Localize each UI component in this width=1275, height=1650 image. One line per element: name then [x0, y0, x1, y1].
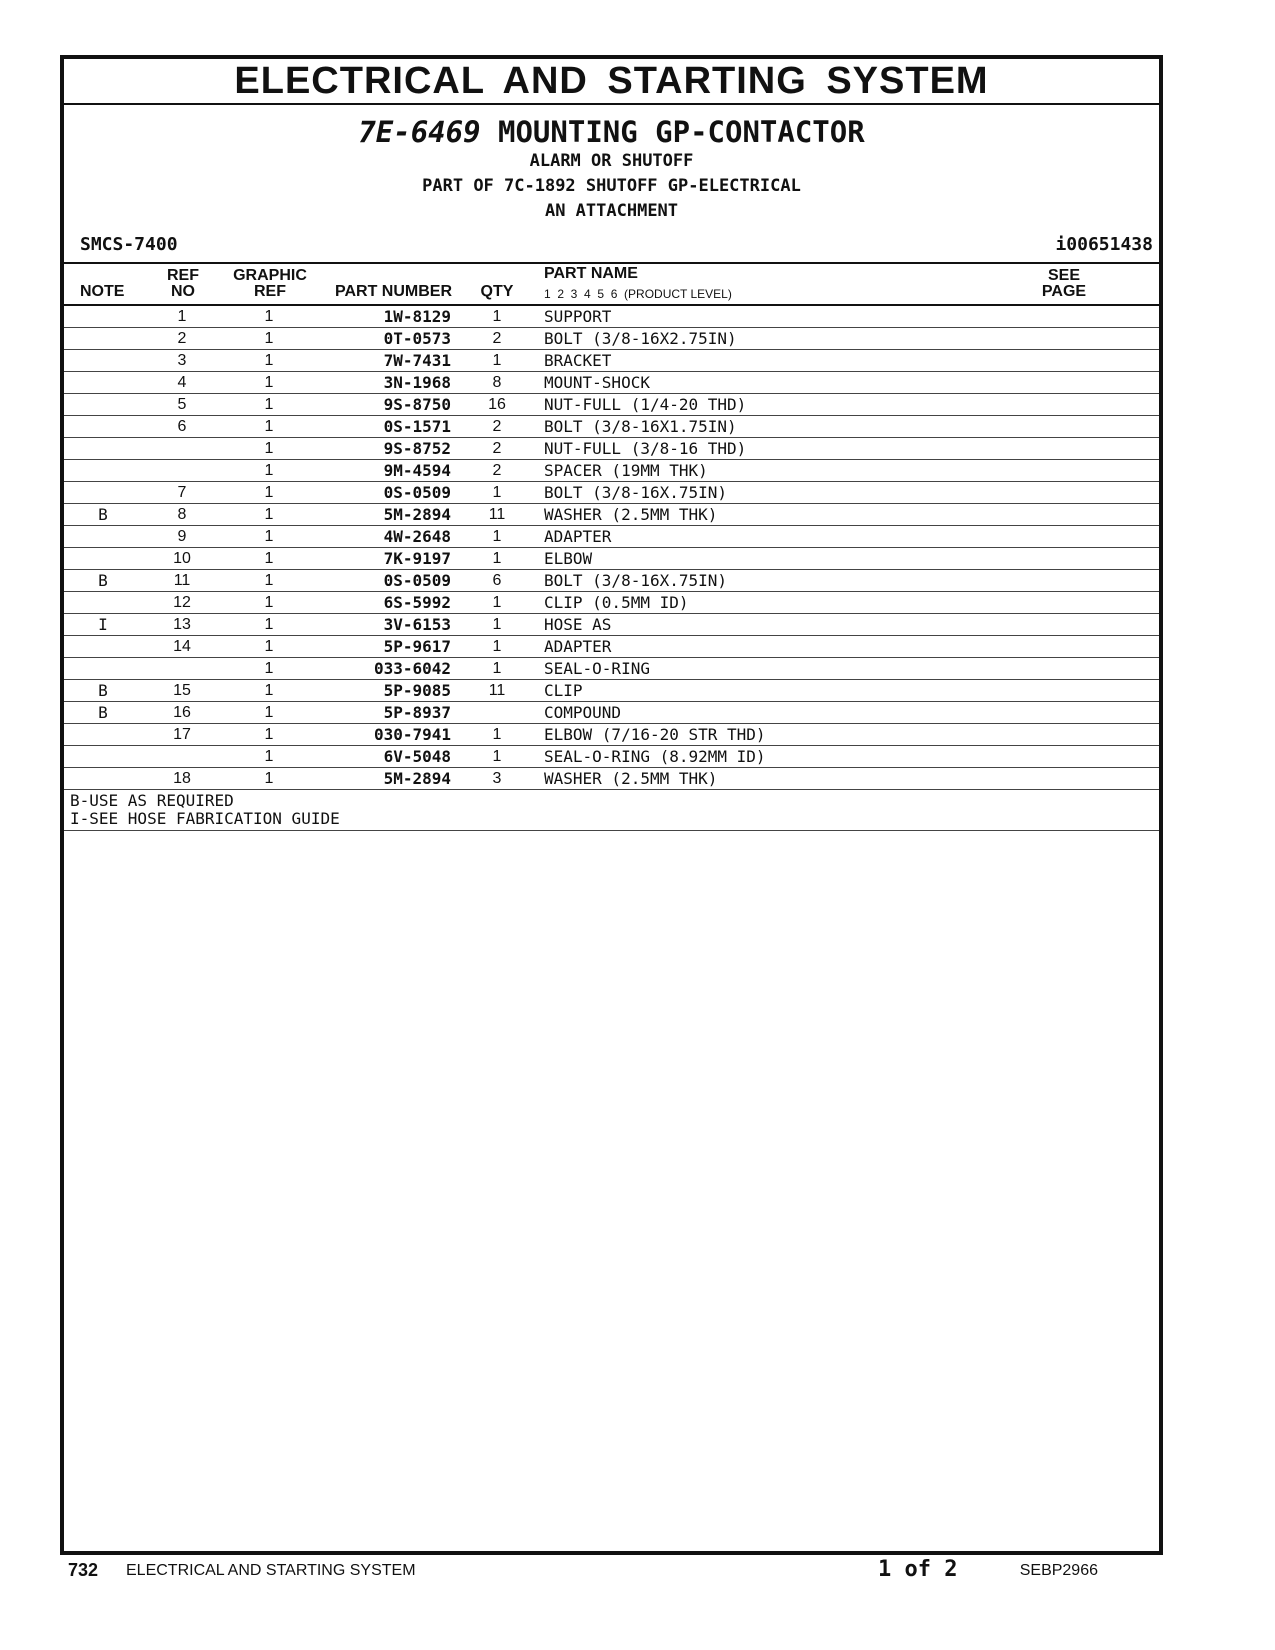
ref-no-cell: 12 — [173, 594, 191, 611]
part-number-cell: 033-6042 — [373, 659, 451, 678]
part-number-cell: 1W-8129 — [383, 307, 451, 326]
table-row — [64, 438, 1159, 460]
table-row — [64, 614, 1159, 636]
group-part-number: 7E-6469 — [358, 115, 481, 149]
qty-cell: 11 — [488, 506, 506, 523]
part-number-cell: 5P-9085 — [383, 681, 451, 700]
graphic-ref-cell: 1 — [264, 770, 274, 787]
page-number: 732 — [68, 1560, 99, 1580]
qty-cell: 1 — [492, 638, 502, 655]
part-number-cell: 5M-2894 — [383, 505, 451, 524]
table-row — [64, 592, 1159, 614]
part-name-cell: SEAL-O-RING (8.92MM ID) — [544, 747, 766, 766]
part-number-cell: 0S-0509 — [383, 483, 451, 502]
part-number-cell: 9M-4594 — [383, 461, 451, 480]
ref-no-cell: 5 — [177, 396, 187, 413]
subtitle-2: PART OF 7C-1892 SHUTOFF GP-ELECTRICAL — [422, 176, 801, 196]
part-number-cell: 4W-2648 — [383, 527, 451, 546]
qty-cell: 2 — [492, 330, 502, 347]
part-number-cell: 5M-2894 — [383, 769, 451, 788]
part-number-cell: 5P-8937 — [383, 703, 451, 722]
ref-no-cell: 6 — [177, 418, 187, 435]
table-row — [64, 372, 1159, 394]
subtitle-3: AN ATTACHMENT — [544, 201, 679, 221]
part-name-cell: HOSE AS — [544, 615, 612, 634]
note-cell: B — [98, 571, 108, 590]
ref-no-cell: 16 — [173, 704, 191, 721]
ref-no-cell: 13 — [173, 616, 191, 633]
part-name-cell: CLIP (0.5MM ID) — [544, 593, 689, 612]
part-name-cell: BOLT (3/8-16X.75IN) — [544, 483, 728, 502]
part-name-cell: WASHER (2.5MM THK) — [544, 505, 718, 524]
graphic-ref-cell: 1 — [264, 440, 274, 457]
part-name-cell: CLIP — [544, 681, 583, 700]
graphic-ref-cell: 1 — [264, 330, 274, 347]
ref-no-cell: 17 — [173, 726, 191, 743]
table-row — [64, 394, 1159, 416]
part-number-cell: 3V-6153 — [383, 615, 451, 634]
part-name-cell: BOLT (3/8-16X.75IN) — [544, 571, 728, 590]
table-row — [64, 658, 1159, 680]
table-row — [64, 702, 1159, 724]
part-number-cell: 0S-1571 — [383, 417, 451, 436]
note-cell: B — [98, 703, 108, 722]
part-number-cell: 0S-0509 — [383, 571, 451, 590]
note-cell: B — [98, 681, 108, 700]
qty-cell: 16 — [488, 396, 506, 413]
graphic-ref-cell: 1 — [264, 550, 274, 567]
qty-cell: 2 — [492, 440, 502, 457]
part-name-cell: BOLT (3/8-16X2.75IN) — [544, 329, 737, 348]
header-see-page-line1: SEE — [1047, 267, 1080, 284]
part-number-cell: 6V-5048 — [383, 747, 451, 766]
graphic-ref-cell: 1 — [264, 418, 274, 435]
footnote-b: B-USE AS REQUIRED — [70, 791, 234, 810]
table-row — [64, 460, 1159, 482]
graphic-ref-cell: 1 — [264, 396, 274, 413]
page-of: 1 of 2 — [878, 1557, 958, 1582]
ref-no-cell: 7 — [177, 484, 187, 501]
part-name-cell: SEAL-O-RING — [544, 659, 650, 678]
ref-no-cell: 11 — [173, 572, 191, 589]
qty-cell: 1 — [492, 484, 502, 501]
graphic-ref-cell: 1 — [264, 594, 274, 611]
graphic-ref-cell: 1 — [264, 506, 274, 523]
qty-cell: 1 — [492, 308, 502, 325]
graphic-ref-cell: 1 — [264, 308, 274, 325]
graphic-ref-cell: 1 — [264, 748, 274, 765]
ref-no-cell: 1 — [177, 308, 187, 325]
part-name-cell: ADAPTER — [544, 637, 612, 656]
table-row — [64, 504, 1159, 526]
part-number-cell: 9S-8750 — [383, 395, 451, 414]
part-number-cell: 0T-0573 — [383, 329, 451, 348]
part-name-cell: BOLT (3/8-16X1.75IN) — [544, 417, 737, 436]
subtitle-1: ALARM OR SHUTOFF — [529, 151, 694, 171]
qty-cell: 1 — [492, 594, 502, 611]
part-name-cell: ELBOW (7/16-20 STR THD) — [544, 725, 766, 744]
ref-no-cell: 8 — [177, 506, 187, 523]
footer-doc-code: SEBP2966 — [1019, 1562, 1098, 1579]
qty-cell: 8 — [492, 374, 502, 391]
part-number-cell: 7W-7431 — [383, 351, 451, 370]
part-name-cell: SUPPORT — [544, 307, 612, 326]
table-row — [64, 548, 1159, 570]
part-name-cell: NUT-FULL (1/4-20 THD) — [544, 395, 747, 414]
part-number-cell: 7K-9197 — [383, 549, 451, 568]
table-row — [64, 636, 1159, 658]
qty-cell: 3 — [492, 770, 502, 787]
table-row — [64, 416, 1159, 438]
footer-section: ELECTRICAL AND STARTING SYSTEM — [126, 1562, 416, 1579]
part-number-cell: 030-7941 — [373, 725, 451, 744]
qty-cell: 2 — [492, 462, 502, 479]
part-number-cell: 6S-5992 — [383, 593, 451, 612]
section-banner: ELECTRICAL AND STARTING SYSTEM — [64, 59, 1159, 105]
part-number-cell: 5P-9617 — [383, 637, 451, 656]
graphic-ref-cell: 1 — [264, 352, 274, 369]
header-qty: QTY — [480, 283, 514, 300]
graphic-ref-cell: 1 — [264, 484, 274, 501]
table-row — [64, 724, 1159, 746]
qty-cell: 1 — [492, 616, 502, 633]
graphic-ref-cell: 1 — [264, 682, 274, 699]
part-name-cell: WASHER (2.5MM THK) — [544, 769, 718, 788]
smcs-code: SMCS-7400 — [80, 234, 178, 255]
ref-no-cell: 14 — [173, 638, 191, 655]
qty-cell: 11 — [488, 682, 506, 699]
part-name-cell: NUT-FULL (3/8-16 THD) — [544, 439, 747, 458]
ref-no-cell: 4 — [177, 374, 187, 391]
group-name: MOUNTING GP-CONTACTOR — [498, 115, 865, 149]
qty-cell: 1 — [492, 352, 502, 369]
header-ref-no-line1: REF — [167, 267, 199, 284]
parts-page-frame — [60, 55, 1163, 1555]
qty-cell: 1 — [492, 726, 502, 743]
group-title — [64, 115, 1159, 149]
parts-table-body — [64, 306, 1159, 790]
ref-no-cell: 15 — [173, 682, 191, 699]
qty-cell: 1 — [492, 660, 502, 677]
smcs-row — [64, 234, 1159, 264]
footnote-i: I-SEE HOSE FABRICATION GUIDE — [70, 809, 340, 828]
graphic-ref-cell: 1 — [264, 638, 274, 655]
header-part-number: PART NUMBER — [334, 283, 452, 300]
part-name-cell: COMPOUND — [544, 703, 622, 722]
table-row — [64, 526, 1159, 548]
table-row — [64, 746, 1159, 768]
table-header — [64, 264, 1159, 306]
part-number-cell: 9S-8752 — [383, 439, 451, 458]
table-row — [64, 482, 1159, 504]
header-product-level: 1 2 3 4 5 6 (PRODUCT LEVEL) — [544, 287, 732, 301]
note-cell: I — [98, 615, 108, 634]
ref-no-cell: 9 — [177, 528, 187, 545]
graphic-ref-cell: 1 — [264, 616, 274, 633]
part-name-cell: ADAPTER — [544, 527, 612, 546]
header-part-name: PART NAME — [544, 265, 638, 282]
ref-no-cell: 3 — [177, 352, 187, 369]
part-name-cell: MOUNT-SHOCK — [544, 373, 650, 392]
header-graphic-ref-line2: REF — [254, 283, 286, 300]
ref-no-cell: 10 — [173, 550, 191, 567]
header-see-page-line2: PAGE — [1041, 283, 1087, 300]
header-note: NOTE — [80, 283, 125, 300]
table-row — [64, 328, 1159, 350]
graphic-ref-cell: 1 — [264, 462, 274, 479]
qty-cell: 1 — [492, 550, 502, 567]
graphic-ref-cell: 1 — [264, 726, 274, 743]
table-row — [64, 680, 1159, 702]
graphic-ref-cell: 1 — [264, 528, 274, 545]
part-name-cell: BRACKET — [544, 351, 612, 370]
part-name-cell: SPACER (19MM THK) — [544, 461, 708, 480]
qty-cell: 2 — [492, 418, 502, 435]
graphic-ref-cell: 1 — [264, 704, 274, 721]
footnotes — [64, 790, 1159, 831]
graphic-ref-cell: 1 — [264, 660, 274, 677]
ref-no-cell: 2 — [177, 330, 187, 347]
table-row — [64, 768, 1159, 790]
graphic-ref-cell: 1 — [264, 374, 274, 391]
document-id: i00651438 — [1055, 234, 1153, 255]
qty-cell: 1 — [492, 528, 502, 545]
page-footer — [60, 1557, 1163, 1590]
header-ref-no-line2: NO — [171, 283, 195, 300]
note-cell: B — [98, 505, 108, 524]
header-graphic-ref-line1: GRAPHIC — [233, 267, 307, 284]
table-row — [64, 350, 1159, 372]
qty-cell: 6 — [492, 572, 502, 589]
ref-no-cell: 18 — [173, 770, 191, 787]
graphic-ref-cell: 1 — [264, 572, 274, 589]
qty-cell: 1 — [492, 748, 502, 765]
part-number-cell: 3N-1968 — [383, 373, 451, 392]
table-row — [64, 306, 1159, 328]
part-name-cell: ELBOW — [544, 549, 593, 568]
table-row — [64, 570, 1159, 592]
